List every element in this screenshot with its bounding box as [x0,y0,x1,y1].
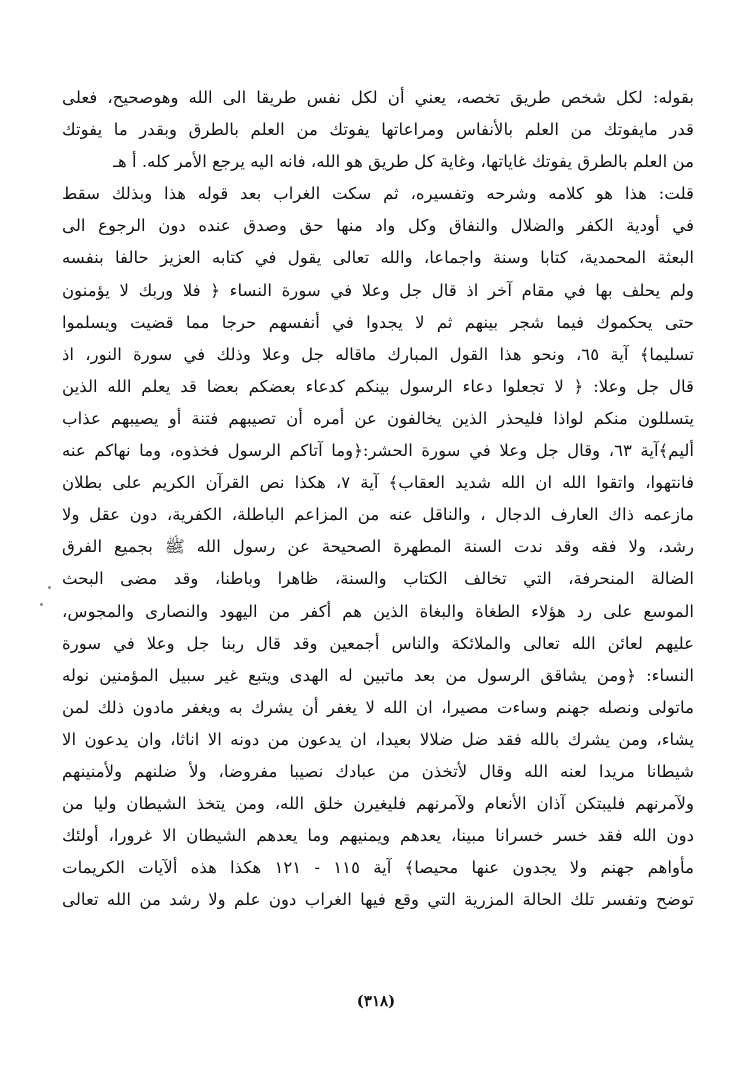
text-line: فانتهوا، واتقوا الله ان الله شديد العقاب﴾ آية ٧، هكذا نص القرآن الكريم على بطلان [62,473,694,493]
scan-speck [40,603,43,606]
text-line: أليم﴾آية ٦٣، وقال جل وعلا في سورة الحشر:﴿وما آتاكم الرسول فخذوه، وما نهاكم عنه [62,441,694,461]
text-line: ولم يحلف بها في مقام آخر اذ قال جل وعلا في سورة النساء ﴿ فلا وربك لا يؤمنون [62,280,694,300]
text-line: ماتولى ونصله جهنم وساءت مصيرا، ان الله لا يغفر أن يشرك به ويغفر مادون ذلك لمن [62,697,694,717]
text-line: يتسللون منكم لواذا فليحذر الذين يخالفون عن أمره أن تصيبهم فتنة أو يصيبهم عذاب [62,408,694,428]
text-line: النساء: ﴿ومن يشاقق الرسول من بعد ماتبين له الهدى ويتبع غير سبيل المؤمنين نوله [62,665,694,685]
text-line: عليهم لعائن الله تعالى والملائكة والناس أجمعين وقد قال ربنا جل وعلا في سورة [62,633,694,653]
scan-speck [48,586,51,589]
text-line: تسليما﴾ آية ٦٥، ونحو هذا القول المبارك ماقاله جل وعلا وذلك في سورة النور، اذ [62,344,694,364]
page-number: (٣١٨) [356,992,396,1010]
text-line: مأواهم جهنم ولا يجدون عنها محيصا﴾ آية ١١٥ - ١٢١ هكذا هذه ألآيات الكريمات [62,858,694,878]
text-line: البعثة المحمدية، كتابا وسنة واجماعا، والله تعالى يقول في كتابه العزيز حالفا بنفسه [62,248,694,268]
text-line: الضالة المنحرفة، التي تخالف الكتاب والسنة، ظاهرا وباطنا، وقد مضى البحث [62,569,694,589]
text-line: مازعمه ذاك العارف الدجال ، والناقل عنه من المزاعم الباطلة، الكفرية، دون عقل ولا [62,505,694,525]
text-line: حتى يحكموك فيما شجر بينهم ثم لا يجدوا في أنفسهم حرجا مما قضيت ويسلموا [62,312,694,332]
text-line: الموسع على رد هؤلاء الطغاة والبغاة الذين هم أكفر من اليهود والنصارى والمجوس، [62,601,694,621]
text-line: من العلم بالطرق يفوتك غاياتها، وغاية كل طريق هو الله، فانه اليه يرجع الأمر كله. أ هـ [113,152,694,172]
text-line: بقوله: لكل شخص طريق تخصه، يعني أن لكل نفس طريقا الى الله وهوصحيح، فعلى [62,88,694,107]
text-line: يشاء، ومن يشرك بالله فقد ضل ضلالا بعيدا، ان يدعون من دونه الا اناثا، وان يدعون الا [62,729,694,749]
text-line: ولآمرنهم فليبتكن آذان الأنعام ولآمرنهم فليغيرن خلق الله، ومن يتخذ الشيطان وليا من [62,794,694,814]
text-line: دون الله فقد خسر خسرانا مبينا، يعدهم ويمنيهم وما يعدهم الشيطان الا غرورا، أولئك [62,826,694,846]
text-line: شيطانا مريدا لعنه الله وقال لأتخذن من عبادك نصيبا مفروضا، ولأ ضلنهم ولأمنينهم [62,761,694,781]
text-line: توضح وتفسر تلك الحالة المزرية التي وقع فيها الغراب دون علم ولا رشد من الله تعالى [62,890,694,910]
text-line: قال جل وعلا: ﴿ لا تجعلوا دعاء الرسول بينكم كدعاء بعضكم بعضا قد يعلم الله الذين [62,376,694,396]
text-line: قدر مايفوتك من العلم بالأنفاس ومراعاتها يفوتك من العلم بالطرق وبقدر ما يفوتك [62,120,694,140]
body-text [62,82,694,916]
text-line: في أودية الكفر والضلال والنفاق وكل واد منها حق وصدق عنده دون الرجوع الى [62,216,694,236]
text-line: قلت: هذا هو كلامه وشرحه وتفسيره، ثم سكت الغراب بعد قوله هذا وبذلك سقط [62,184,694,204]
text-line: رشد، ولا فقه وقد ندت السنة المطهرة الصحيحة عن رسول الله ﷺ بجميع الفرق [62,537,694,557]
